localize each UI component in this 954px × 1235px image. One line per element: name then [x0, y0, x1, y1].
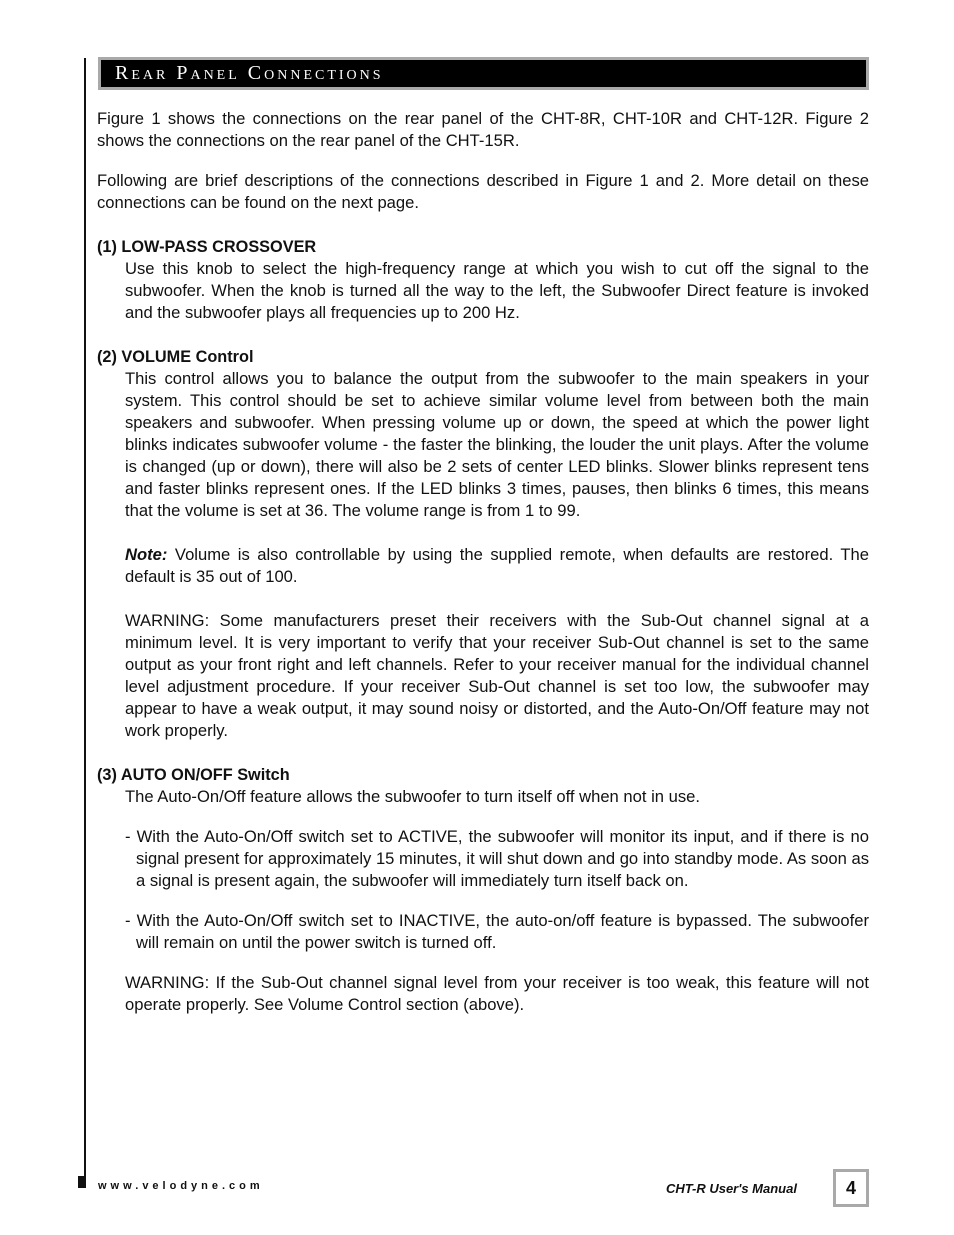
page-content	[97, 108, 869, 1016]
footer-website: www.velodyne.com	[98, 1180, 264, 1192]
note-paragraph	[125, 544, 869, 588]
note-label: Note:	[125, 545, 168, 564]
note-text: Volume is also controllable by using the supplied remote, when defaults are restored. The default is 35 out of 100.	[125, 545, 869, 586]
footer-manual-title: CHT-R User's Manual	[666, 1181, 797, 1196]
intro-paragraph-1: Figure 1 shows the connections on the rear panel of the CHT-8R, CHT-10R and CHT-12R. Figure 2 shows the connections on the rear panel of the CHT-15R.	[97, 109, 869, 150]
page-number-box	[833, 1169, 869, 1207]
left-margin-rule	[84, 58, 86, 1183]
section-volume-control	[97, 346, 869, 742]
list-item: - With the Auto-On/Off switch set to INACTIVE, the auto-on/off feature is bypassed. The subwoofer will remain on until the power switch is turned off.	[125, 911, 869, 952]
section-title: Rear Panel Connections	[101, 60, 866, 87]
intro-paragraph-2: Following are brief descriptions of the connections described in Figure 1 and 2. More detail on these connections can be found on the next page.	[97, 171, 869, 212]
warning-paragraph: WARNING: Some manufacturers preset their receivers with the Sub-Out channel signal at a minimum level. It is very important to verify that your receiver Sub-Out channel is set to the same output as your front right and left channels. Refer to your receiver manual for the individual channel level adjustment procedure. If your receiver Sub-Out channel is set too low, the subwoofer may appear to have a weak output, it may sound noisy or distorted, and the Auto-On/Off feature may not work properly.	[125, 611, 869, 740]
section-body: This control allows you to balance the output from the subwoofer to the main speakers in your system. This control should be set to achieve similar volume level from between both the main speakers and subwoofer. When pressing volume up or down, the speed at which the power light blinks indicates subwoofer volume - the faster the blinking, the louder the unit plays. After the volume is changed (up or down), there will also be 2 sets of center LED blinks. Slower blinks represent tens and faster blinks represent ones. If the LED blinks 3 times, pauses, then blinks 6 times, this means that the volume is set at 36. The volume range is from 1 to 99.	[125, 369, 869, 520]
warning-paragraph: WARNING: If the Sub-Out channel signal level from your receiver is too weak, this feature will not operate properly. See Volume Control section (above).	[125, 973, 869, 1014]
section-low-pass-crossover	[97, 236, 869, 324]
section-heading: (2) VOLUME Control	[97, 348, 254, 366]
section-body: Use this knob to select the high-frequency range at which you wish to cut off the signal to the subwoofer. When the knob is turned all the way to the left, the Subwoofer Direct feature is invoked and the subwoofer plays all frequencies up to 200 Hz.	[125, 259, 869, 322]
section-heading: (1) LOW-PASS CROSSOVER	[97, 238, 317, 256]
section-heading: (3) AUTO ON/OFF Switch	[97, 766, 290, 784]
section-auto-on-off-switch	[97, 764, 869, 1016]
page-number: 4	[836, 1172, 866, 1204]
list-item: - With the Auto-On/Off switch set to ACTIVE, the subwoofer will monitor its input, and if there is no signal present for approximately 15 minutes, it will shut down and go into standby mode. As soon as a signal is present again, the subwoofer will immediately turn itself back on.	[125, 827, 869, 890]
section-body: The Auto-On/Off feature allows the subwoofer to turn itself off when not in use.	[125, 787, 700, 806]
margin-rule-end-mark	[78, 1176, 86, 1188]
section-header	[98, 57, 869, 90]
